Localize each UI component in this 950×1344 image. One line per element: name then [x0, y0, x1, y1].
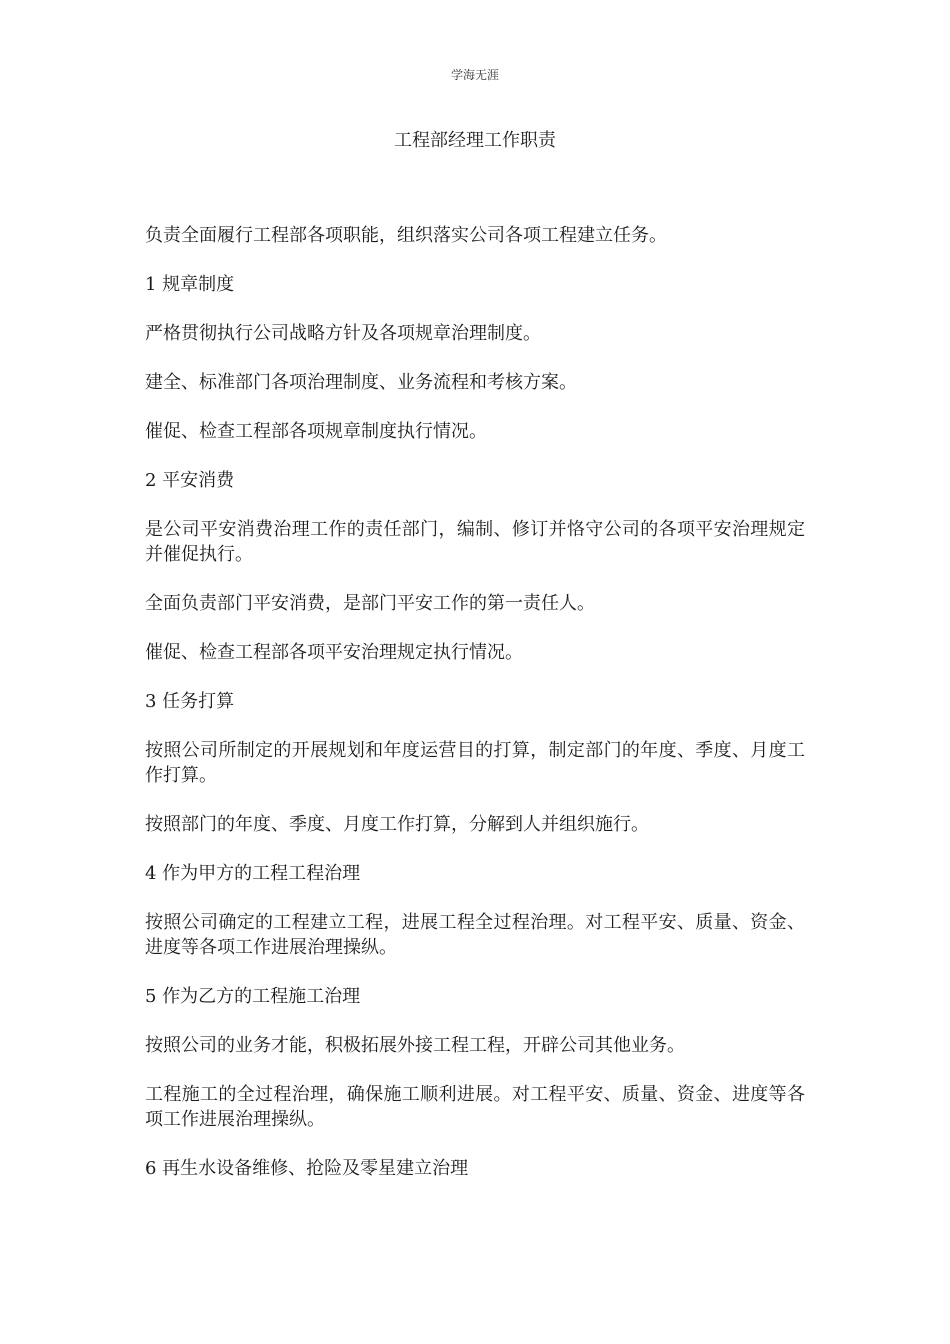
paragraph: 是公司平安消费治理工作的责任部门，编制、修订并恪守公司的各项平安治理规定并催促执行。	[145, 519, 805, 565]
document-body	[145, 223, 805, 1205]
paragraph: 全面负责部门平安消费，是部门平安工作的第一责任人。	[145, 593, 595, 614]
paragraph: 催促、检查工程部各项平安治理规定执行情况。	[145, 642, 523, 663]
paragraph: 按照公司所制定的开展规划和年度运营目的打算，制定部门的年度、季度、月度工作打算。	[145, 740, 805, 786]
section-heading-3: 3 任务打算	[145, 691, 235, 712]
section-heading-6: 6 再生水设备维修、抢险及零星建立治理	[145, 1158, 469, 1179]
paragraph: 按照公司确定的工程建立工程，进展工程全过程治理。对工程平安、质量、资金、进度等各项工作进展治理操纵。	[145, 912, 805, 958]
section-heading-1: 1 规章制度	[145, 274, 235, 295]
paragraph: 严格贯彻执行公司战略方针及各项规章治理制度。	[145, 323, 541, 344]
paragraph: 建全、标准部门各项治理制度、业务流程和考核方案。	[145, 372, 577, 393]
intro-paragraph: 负责全面履行工程部各项职能，组织落实公司各项工程建立任务。	[145, 225, 667, 246]
page-header: 学海无涯	[450, 68, 499, 82]
paragraph: 按照公司的业务才能，积极拓展外接工程工程，开辟公司其他业务。	[145, 1035, 685, 1056]
document-title: 工程部经理工作职责	[394, 130, 556, 151]
paragraph: 工程施工的全过程治理，确保施工顺利进展。对工程平安、质量、资金、进度等各项工作进展治理操纵。	[145, 1084, 805, 1130]
paragraph: 催促、检查工程部各项规章制度执行情况。	[145, 421, 487, 442]
section-heading-2: 2 平安消费	[145, 470, 235, 491]
section-heading-5: 5 作为乙方的工程施工治理	[145, 986, 361, 1007]
paragraph: 按照部门的年度、季度、月度工作打算，分解到人并组织施行。	[145, 814, 649, 835]
section-heading-4: 4 作为甲方的工程工程治理	[145, 863, 361, 884]
